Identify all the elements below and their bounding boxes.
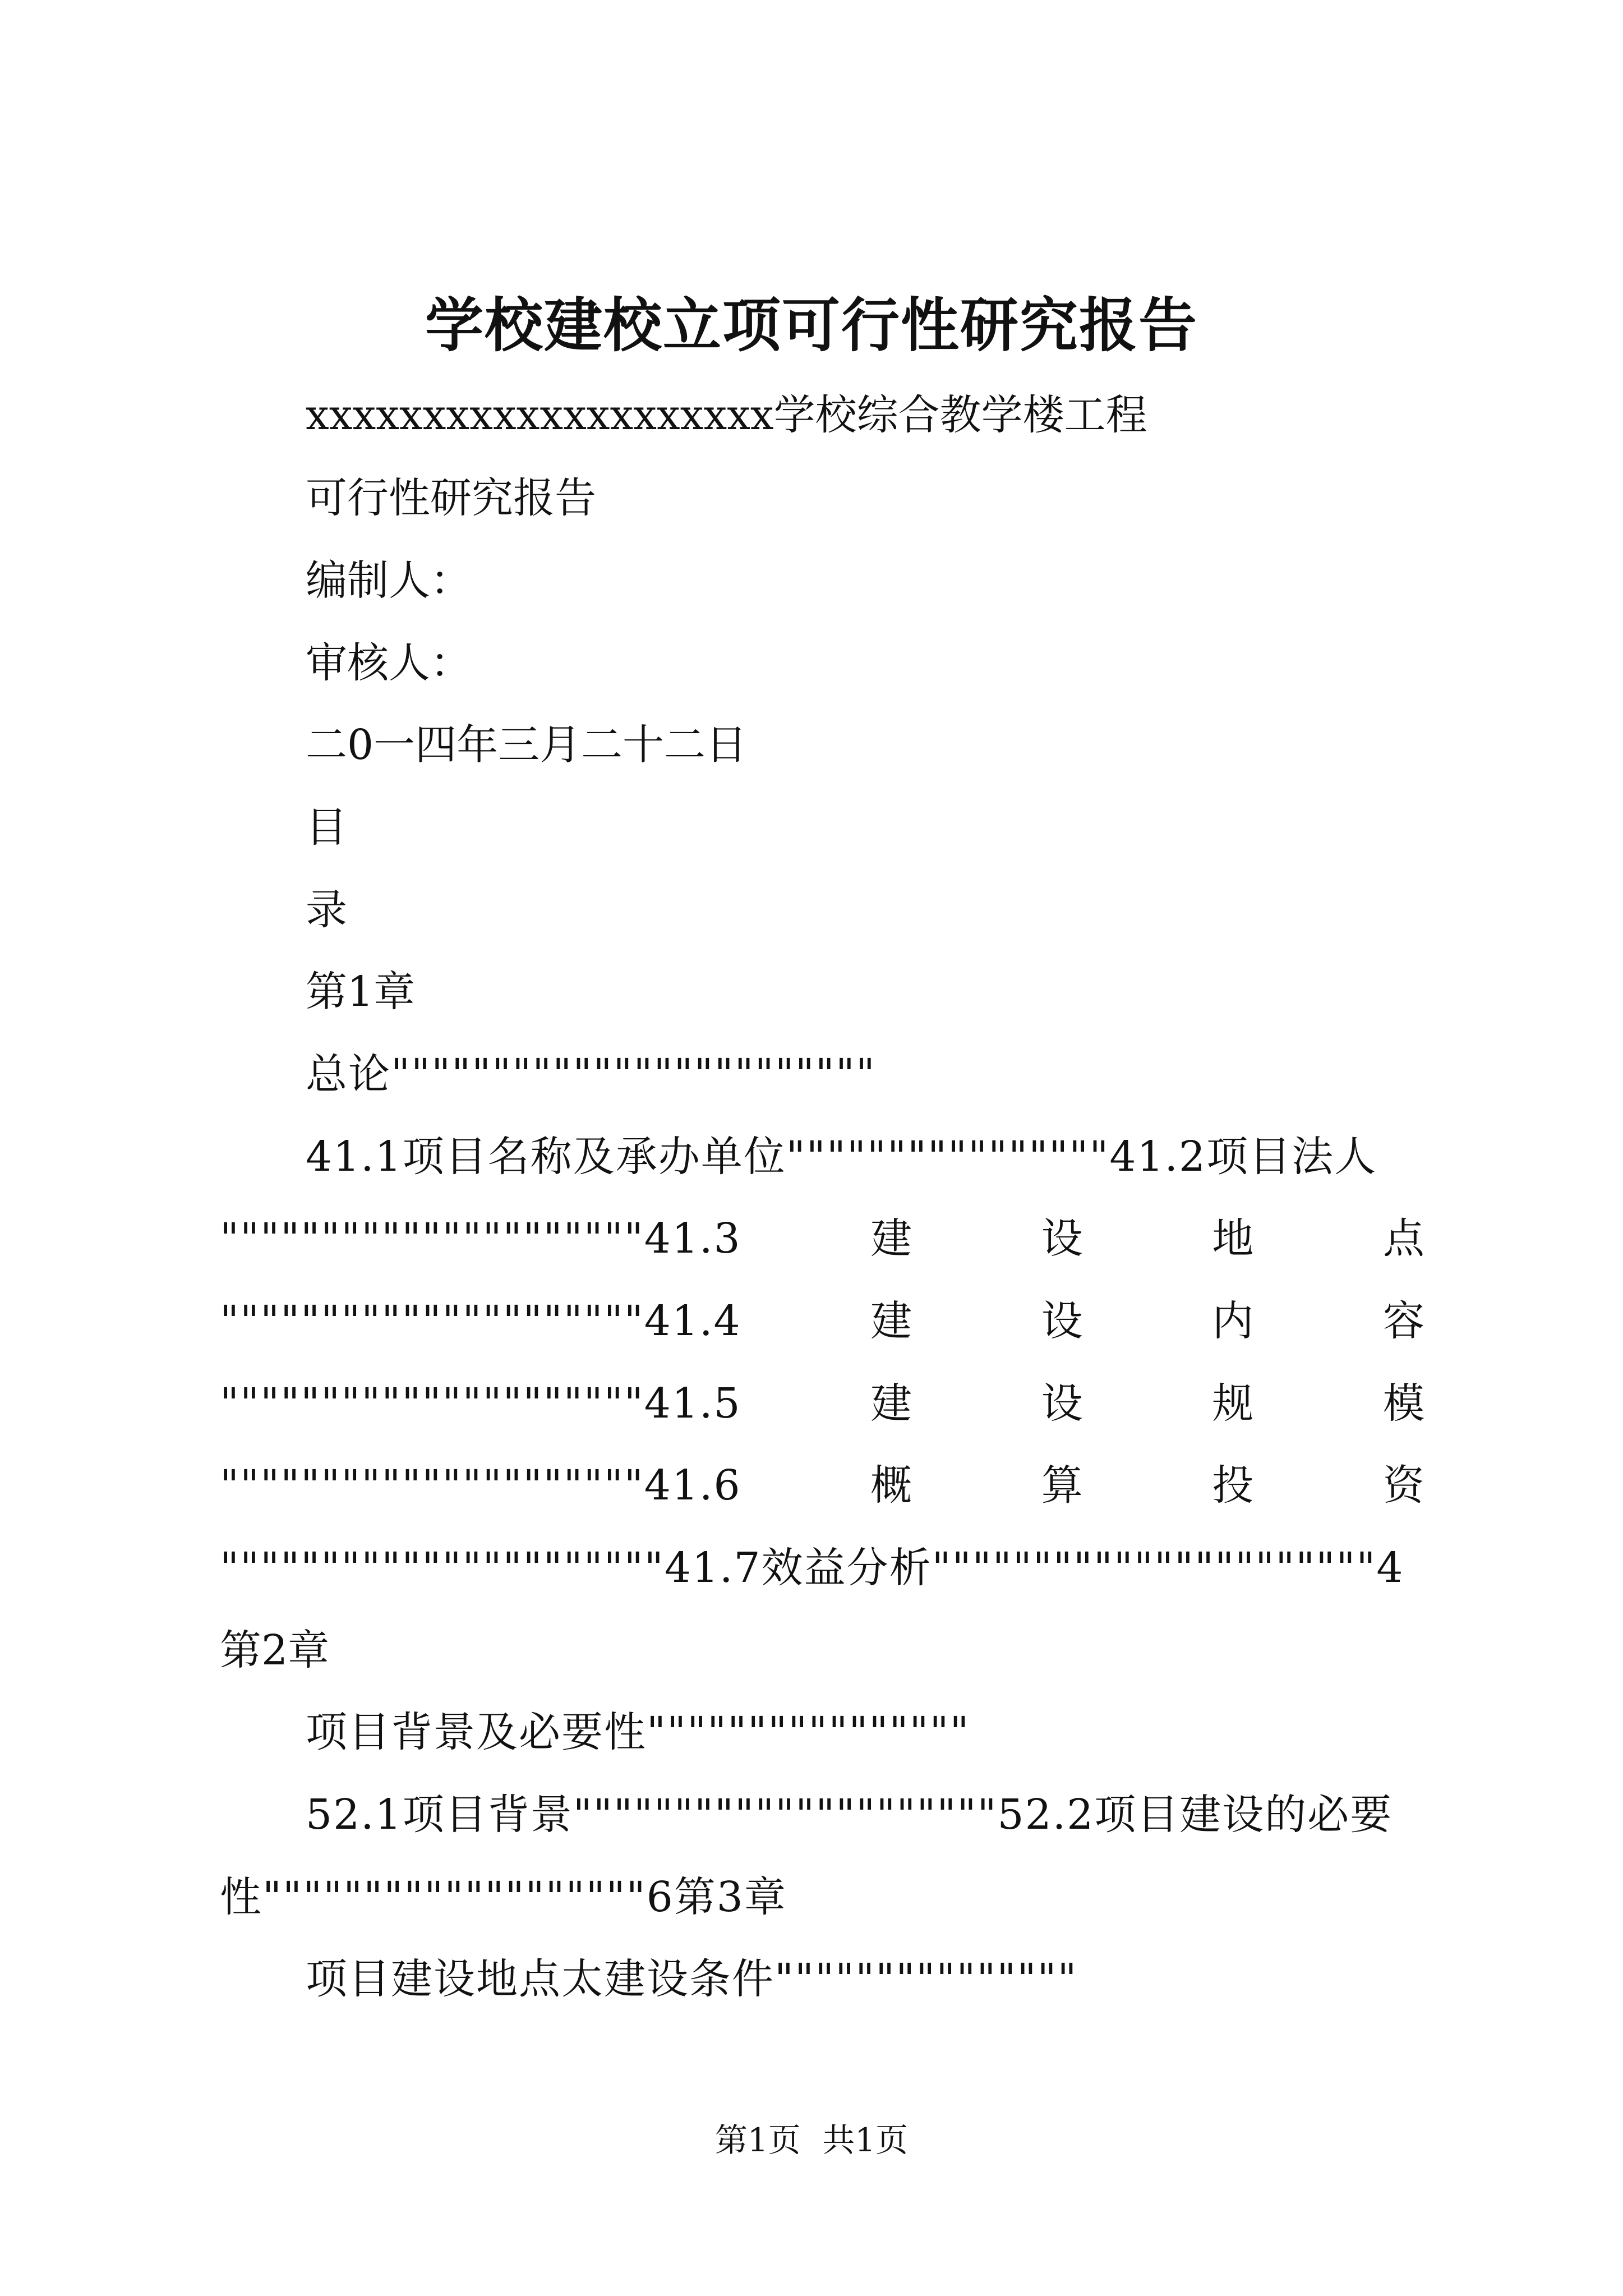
toc-entry-1-6-char: 投 — [1212, 1461, 1254, 1510]
toc-entry-1-5 — [220, 1375, 1424, 1432]
toc-entry-1-6 — [220, 1457, 1424, 1513]
toc-entry-1-7: """"""""""""""""""""""41.7效益分析""""""""""""""""""""""4 — [220, 1544, 1404, 1592]
toc-entry-1-5-char: 规 — [1212, 1379, 1254, 1428]
toc-entry-1-4-lead: """""""""""""""""""""41.4 — [220, 1297, 741, 1345]
chapter-2-title: 项目背景及必要性"""""""""""""""" — [306, 1708, 970, 1756]
toc-entry-1-3-char: 点 — [1382, 1214, 1424, 1263]
toc-entry-1-5-lead: """""""""""""""""""""41.5 — [220, 1379, 741, 1428]
project-name-line: xxxxxxxxxxxxxxxxxxxx学校综合教学楼工程 — [306, 391, 1147, 439]
toc-entry-1-1-1-2: 41.1项目名称及承办单位""""""""""""""""41.2项目法人 — [306, 1133, 1377, 1181]
toc-entry-1-5-char: 建 — [870, 1379, 912, 1428]
chapter-2-label: 第2章 — [220, 1626, 330, 1674]
toc-entry-2-1-2-2: 52.1项目背景"""""""""""""""""""""52.2项目建设的必要 — [306, 1791, 1393, 1839]
date-line: 二0一四年三月二十二日 — [306, 721, 748, 769]
toc-entry-1-4 — [220, 1293, 1424, 1349]
toc-heading-mu: 目 — [306, 803, 347, 852]
toc-entry-1-4-char: 建 — [870, 1297, 912, 1345]
toc-entry-1-6-char: 算 — [1041, 1461, 1083, 1510]
toc-entry-1-3-char: 建 — [870, 1214, 912, 1263]
toc-entry-1-5-char: 模 — [1382, 1379, 1424, 1428]
report-type-line: 可行性研究报告 — [306, 474, 596, 522]
page-total: 共1页 — [822, 2121, 909, 2159]
toc-entry-1-4-char: 设 — [1041, 1297, 1083, 1345]
toc-entry-1-3-lead: """""""""""""""""""""41.3 — [220, 1214, 741, 1263]
page-footer — [0, 2118, 1623, 2162]
chapter-1-label: 第1章 — [306, 968, 416, 1016]
toc-entry-1-6-lead: """""""""""""""""""""41.6 — [220, 1461, 741, 1510]
toc-entry-1-6-char: 概 — [870, 1461, 912, 1510]
reviewer-line: 审核人： — [306, 639, 472, 687]
toc-entry-1-6-char: 资 — [1382, 1461, 1424, 1510]
document-title: 学校建校立项可行性研究报告 — [425, 291, 1198, 360]
toc-entry-1-3-char: 地 — [1212, 1214, 1254, 1263]
toc-entry-1-5-char: 设 — [1041, 1379, 1083, 1428]
toc-entry-1-4-char: 内 — [1212, 1297, 1254, 1345]
toc-entry-1-4-char: 容 — [1382, 1297, 1424, 1345]
toc-heading-lu: 录 — [306, 886, 347, 934]
chapter-3-title: 项目建设地点太建设条件""""""""""""""" — [306, 1955, 1078, 2003]
toc-entry-1-3 — [220, 1211, 1424, 1267]
page-number: 第1页 — [714, 2121, 801, 2159]
compiler-line: 编制人： — [306, 556, 472, 605]
chapter-1-title: 总论"""""""""""""""""""""""" — [306, 1050, 876, 1098]
toc-entry-2-2-cont: 性"""""""""""""""""""6第3章 — [220, 1873, 787, 1921]
toc-entry-1-3-char: 设 — [1041, 1214, 1083, 1263]
